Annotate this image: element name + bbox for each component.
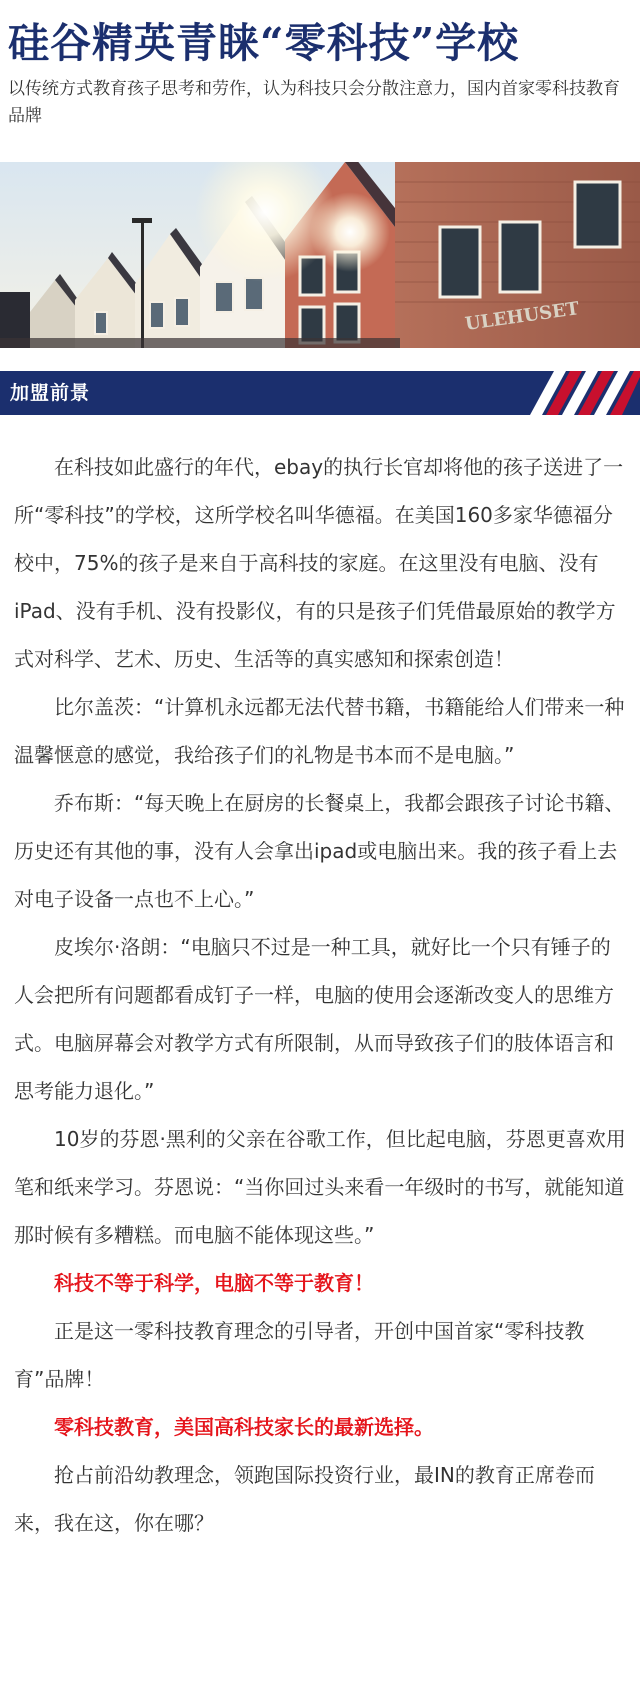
highlight-slogan: 科技不等于科学，电脑不等于教育！ (54, 1271, 374, 1295)
page-title: 硅谷精英青睐“零科技”学校 (8, 19, 520, 67)
highlight-choice: 零科技教育，美国高科技家长的最新选择。 (54, 1415, 434, 1439)
paragraph-brand: 正是这一零科技教育理念的引导者，开创中国首家“零科技教育”品牌！ (14, 1319, 585, 1391)
hero-sign-text: ULEHUSET (463, 298, 581, 335)
article-body (14, 443, 626, 1547)
paragraph-finn-story: 10岁的芬恩·黑利的父亲在谷歌工作，但比起电脑，芬恩更喜欢用笔和纸来学习。芬恩说：“当你回过头来看一年级时的书写，就能知道那时候有多糟糕。而电脑不能体现这些。” (14, 1127, 626, 1247)
paragraph-jobs-quote: 乔布斯：“每天晚上在厨房的长餐桌上，我都会跟孩子讨论书籍、历史还有其他的事，没有人会拿出ipad或电脑出来。我的孩子看上去对电子设备一点也不上心。” (14, 791, 625, 911)
section-banner (0, 371, 640, 415)
paragraph-gates-quote: 比尔盖茨：“计算机永远都无法代替书籍，书籍能给人们带来一种温馨惬意的感觉，我给孩子们的礼物是书本而不是电脑。” (14, 695, 625, 767)
hero-houses-illustration (0, 162, 640, 348)
paragraph-laurent-quote: 皮埃尔·洛朗：“电脑只不过是一种工具，就好比一个只有锤子的人会把所有问题都看成钉子一样，电脑的使用会逐渐改变人的思维方式。电脑屏幕会对教学方式有所限制，从而导致孩子们的肢体语言和思考能力退化。” (14, 935, 614, 1103)
paragraph-intro: 在科技如此盛行的年代，ebay的执行长官却将他的孩子送进了一所“零科技”的学校，这所学校名叫华德福。在美国160多家华德福分校中，75%的孩子是来自于高科技的家庭。在这里没有电脑、没有iPad、没有手机、没有投影仪，有的只是孩子们凭借最原始的教学方式对科学、艺术、历史、生活等的真实感知和探索创造！ (14, 455, 624, 671)
section-banner-stripes (0, 371, 640, 415)
hero-image (0, 162, 640, 348)
section-title: 加盟前景 (10, 382, 91, 404)
paragraph-closing: 抢占前沿幼教理念，领跑国际投资行业，最IN的教育正席卷而来，我在这，你在哪？ (14, 1463, 595, 1535)
page-subtitle: 以传统方式教育孩子思考和劳作，认为科技只会分散注意力，国内首家零科技教育品牌 (8, 79, 620, 126)
